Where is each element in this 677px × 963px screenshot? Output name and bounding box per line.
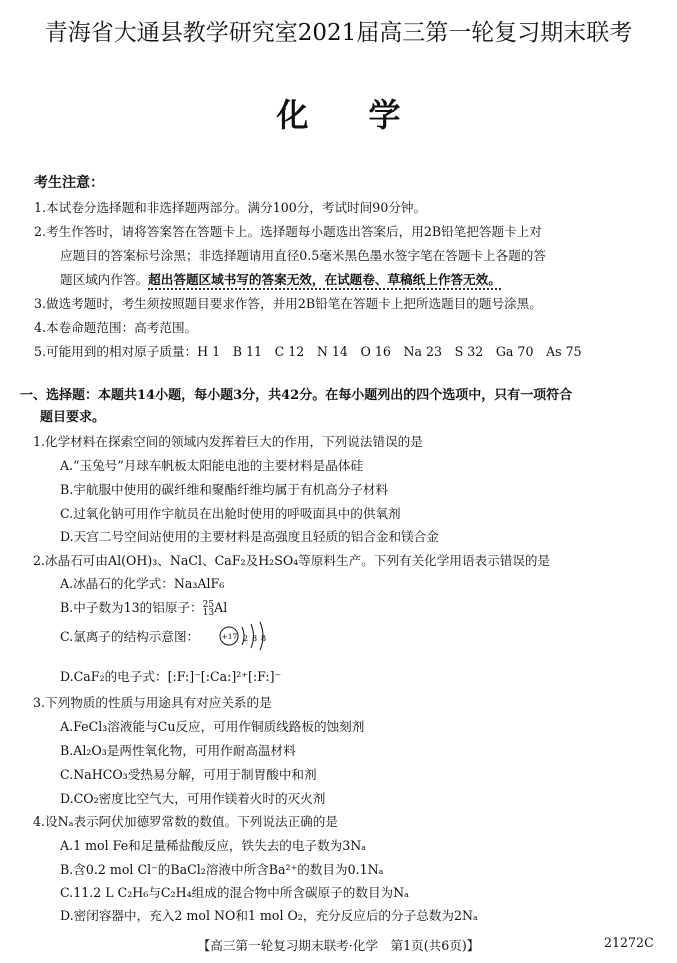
question-2-option-d bbox=[60, 667, 281, 687]
isotope-mass-number: 25 bbox=[202, 599, 215, 610]
exam-code: 21272C bbox=[604, 935, 654, 950]
notice-item-3: 3.做选考题时，考生须按照题目要求作答，并用2B铅笔在答题卡上把所选题目的题号涂黑。 bbox=[34, 296, 542, 311]
question-1-option-b: B.宇航服中使用的碳纤维和聚酯纤维均属于有机高分子材料 bbox=[60, 482, 389, 497]
page-footer: 【高三第一轮复习期末联考·化学 第1页(共6页)】 bbox=[197, 938, 480, 953]
notice-warning: 超出答题区域书写的答案无效，在试题卷、草稿纸上作答无效。 bbox=[148, 272, 501, 290]
question-1-option-a: A.“玉兔号”月球车帆板太阳能电池的主要材料是晶体硅 bbox=[60, 458, 364, 473]
notice-item-2-cont: 应题目的答案标号涂黑；非选择题请用直径0.5毫米黑色墨水签字笔在答题卡上各题的答 bbox=[60, 248, 546, 263]
question-1-option-d: D.天宫二号空间站使用的主要材料是高强度且轻质的铝合金和镁合金 bbox=[60, 529, 439, 544]
question-2-option-b bbox=[60, 598, 227, 618]
question-1-option-c: C.过氧化钠可用作宇航员在出舱时使用的呼吸面具中的供氧剂 bbox=[60, 506, 401, 521]
question-3-option-c: C.NaHCO₃受热易分解，可用于制胃酸中和剂 bbox=[60, 767, 317, 782]
shell-3-electrons: 8 bbox=[261, 634, 267, 643]
nucleus-charge: +17 bbox=[221, 632, 238, 641]
subject-title: 化学 bbox=[276, 96, 461, 134]
question-3-option-a: A.FeCl₃溶液能与Cu反应，可用作铜质线路板的蚀刻剂 bbox=[60, 719, 365, 734]
shell-1-electrons: 2 bbox=[243, 634, 249, 643]
notice-heading: 考生注意： bbox=[34, 175, 104, 191]
section-heading-cont: 题目要求。 bbox=[40, 410, 106, 425]
exam-title: 青海省大通县教学研究室2021届高三第一轮复习期末联考 bbox=[44, 20, 633, 46]
question-3-option-d: D.CO₂密度比空气大，可用作镁着火时的灭火剂 bbox=[60, 791, 326, 806]
question-2-stem: 2.冰晶石可由Al(OH)₃、NaCl、CaF₂及H₂SO₄等原料生产。下列有关化学用语表示错误的是 bbox=[33, 553, 551, 568]
question-3-option-b: B.Al₂O₃是两性氧化物，可用作耐高温材料 bbox=[60, 743, 296, 758]
section-heading: 一、选择题：本题共14小题，每小题3分，共42分。在每小题列出的四个选项中，只有一项符合 bbox=[20, 388, 573, 403]
question-4-option-b: B.含0.2 mol Cl⁻的BaCl₂溶液中所含Ba²⁺的数目为0.1Nₐ bbox=[60, 862, 384, 877]
isotope-symbol: Al bbox=[214, 600, 228, 615]
notice-item-1: 1.本试卷分选择题和非选择题两部分。满分100分，考试时间90分钟。 bbox=[34, 200, 427, 215]
question-4-option-d: D.密闭容器中，充入2 mol NO和1 mol O₂，充分反应后的分子总数为2Nₐ bbox=[60, 908, 478, 923]
question-2-option-d-text: D.CaF₂的电子式： bbox=[60, 669, 168, 684]
isotope-atomic-number: 13 bbox=[202, 607, 215, 618]
notice-item-4: 4.本卷命题范围：高考范围。 bbox=[34, 320, 198, 335]
question-2-option-c-text: C.氯离子的结构示意图： bbox=[60, 629, 200, 644]
question-3-stem: 3.下列物质的性质与用途具有对应关系的是 bbox=[33, 695, 272, 710]
question-2-option-a: A.冰晶石的化学式：Na₃AlF₆ bbox=[60, 576, 225, 591]
question-4-stem: 4.设Nₐ表示阿伏加德罗常数的数值。下列说法正确的是 bbox=[33, 814, 338, 829]
notice-item-2-end bbox=[60, 270, 501, 290]
chloride-ion-structure-diagram bbox=[218, 619, 278, 653]
question-1-stem: 1.化学材料在探索空间的领域内发挥着巨大的作用，下列说法错误的是 bbox=[33, 434, 423, 449]
isotope-notation bbox=[203, 601, 214, 617]
notice-item-2: 2.考生作答时，请将答案答在答题卡上。选择题每小题选出答案后，用2B铅笔把答题卡上对 bbox=[34, 224, 542, 239]
notice-item-5: 5.可能用到的相对原子质量：H 1 B 11 C 12 N 14 O 16 Na 23 S 32 Ga 70 As 75 bbox=[34, 344, 582, 359]
question-2-option-c bbox=[60, 627, 199, 647]
question-2-option-b-text: B.中子数为13的铝原子： bbox=[60, 600, 203, 615]
question-4-option-a: A.1 mol Fe和足量稀盐酸反应，铁失去的电子数为3Nₐ bbox=[60, 838, 367, 853]
electron-formula: [:F:]⁻[:Ca:]²⁺[:F:]⁻ bbox=[167, 669, 282, 684]
question-4-option-c: C.11.2 L C₂H₆与C₂H₄组成的混合物中所含碳原子的数目为Nₐ bbox=[60, 885, 410, 900]
notice-item-2-tail: 题区域内作答。 bbox=[60, 272, 149, 287]
shell-2-electrons: 8 bbox=[252, 634, 258, 643]
